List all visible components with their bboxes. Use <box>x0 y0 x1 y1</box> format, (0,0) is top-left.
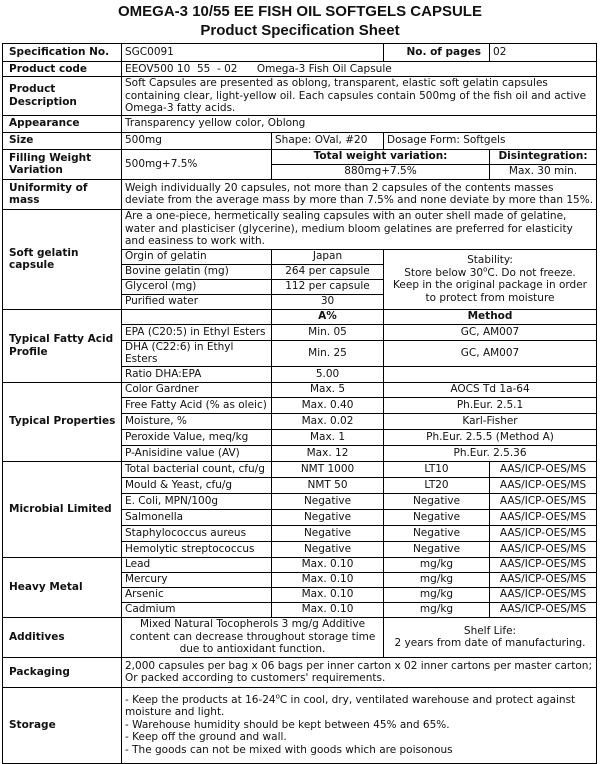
product-code-value: EEOV500 10 55 - 02 <box>125 62 238 75</box>
appearance-value: Transparency yellow color, Oblong <box>122 115 597 132</box>
property-name: P-Anisidine value (AV) <box>122 445 272 461</box>
spec-no-label: Specification No. <box>3 44 122 62</box>
document-title: OMEGA-3 10/55 EE FISH OIL SOFTGELS CAPSULE <box>118 3 482 20</box>
fatty-row-name: DHA (C22:6) in Ethyl Esters <box>122 340 272 366</box>
microbial-name: Total bacterial count, cfu/g <box>122 461 272 477</box>
shelf-life-label: Shelf Life: <box>463 624 517 637</box>
product-name: Omega-3 Fish Oil Capsule <box>256 62 392 75</box>
microbial-name: Staphylococcus aureus <box>122 525 272 541</box>
property-method: Ph.Eur. 2.5.36 <box>384 445 597 461</box>
property-name: Moisture, % <box>122 413 272 429</box>
microbial-limit: Negative <box>272 493 384 509</box>
storage-text <box>122 687 597 763</box>
storage-line: - Keep off the ground and wall. <box>125 731 287 744</box>
a-percent-header: A% <box>272 309 384 324</box>
microbial-result: Negative <box>384 509 490 525</box>
additives-label: Additives <box>3 617 122 657</box>
heavy-metal-label: Heavy Metal <box>3 557 122 617</box>
gelatin-label: Soft gelatin capsule <box>3 209 122 309</box>
uniformity-label: Uniformity of mass <box>3 179 122 209</box>
fatty-row-value: Min. 05 <box>272 324 384 340</box>
microbial-result: Negative <box>384 493 490 509</box>
microbial-method: AAS/ICP-OES/MS <box>490 525 597 541</box>
microbial-method: AAS/ICP-OES/MS <box>490 509 597 525</box>
microbial-method: AAS/ICP-OES/MS <box>490 461 597 477</box>
property-name: Free Fatty Acid (% as oleic) <box>122 397 272 413</box>
microbial-result: LT10 <box>384 461 490 477</box>
property-value: Max. 12 <box>272 445 384 461</box>
storage-line: - The goods can not be mixed with goods which are poisonous <box>125 743 453 756</box>
spec-no-value: SGC0091 <box>122 44 384 62</box>
fatty-row-name: Ratio DHA:EPA <box>122 366 272 382</box>
metal-unit: mg/kg <box>384 557 490 572</box>
fatty-row-value: 5.00 <box>272 366 384 382</box>
microbial-limit: Negative <box>272 509 384 525</box>
disintegration-label: Disintegration: <box>490 149 597 164</box>
property-value: Max. 1 <box>272 429 384 445</box>
metal-unit: mg/kg <box>384 572 490 587</box>
microbial-method: AAS/ICP-OES/MS <box>490 541 597 557</box>
microbial-result: Negative <box>384 541 490 557</box>
method-header: Method <box>384 309 597 324</box>
microbial-name: E. Coli, MPN/100g <box>122 493 272 509</box>
shelf-life-value: 2 years from date of manufacturing. <box>394 637 586 649</box>
filling-weight-label: Filling Weight Variation <box>3 149 122 179</box>
microbial-limit: Negative <box>272 541 384 557</box>
shape-value: Shape: OVal, #20 <box>272 132 384 149</box>
microbial-method: AAS/ICP-OES/MS <box>490 477 597 493</box>
microbial-label: Microbial Limited <box>3 461 122 557</box>
fatty-acid-label: Typical Fatty Acid Profile <box>3 309 122 382</box>
property-name: Color Gardner <box>122 382 272 397</box>
additives-text: Mixed Natural Tocopherols 3 mg/g Additive content can decrease throughout storage time due to antioxidant function. <box>122 617 384 657</box>
metal-method: AAS/ICP-OES/MS <box>490 602 597 617</box>
metal-name: Arsenic <box>122 587 272 602</box>
packaging-text <box>122 657 597 687</box>
size-label: Size <box>3 132 122 149</box>
metal-method: AAS/ICP-OES/MS <box>490 557 597 572</box>
packaging-line: 2,000 capsules per bag x 06 bags per inner carton x 02 inner cartons per master carton; <box>125 659 592 672</box>
metal-limit: Max. 0.10 <box>272 572 384 587</box>
pages-value: 02 <box>490 44 597 62</box>
description-text: Soft Capsules are presented as oblong, transparent, elastic soft gelatin capsules containing clear, light-yellow oil. Each capsules contain 500mg of the fish oil and active Omega-3 fatty acids. <box>122 77 597 116</box>
product-code-cell <box>122 62 597 77</box>
fatty-row-method: GC, AM007 <box>384 324 597 340</box>
stability-label: Stability: <box>467 254 513 266</box>
microbial-limit: NMT 50 <box>272 477 384 493</box>
metal-limit: Max. 0.10 <box>272 557 384 572</box>
metal-unit: mg/kg <box>384 602 490 617</box>
metal-name: Cadmium <box>122 602 272 617</box>
microbial-name: Salmonella <box>122 509 272 525</box>
microbial-result: LT20 <box>384 477 490 493</box>
microbial-name: Hemolytic streptococcus <box>122 541 272 557</box>
property-value: Max. 0.02 <box>272 413 384 429</box>
microbial-name: Mould & Yeast, cfu/g <box>122 477 272 493</box>
total-weight-value: 880mg+7.5% <box>272 164 490 179</box>
shelf-life-cell <box>384 617 597 657</box>
gelatin-row-name: Glycerol (mg) <box>122 279 272 294</box>
gelatin-row-name: Orgin of gelatin <box>122 249 272 264</box>
pages-label: No. of pages <box>384 44 490 62</box>
storage-line: - Warehouse humidity should be kept between 45% and 65%. <box>125 718 450 731</box>
metal-method: AAS/ICP-OES/MS <box>490 587 597 602</box>
microbial-limit: NMT 1000 <box>272 461 384 477</box>
appearance-label: Appearance <box>3 115 122 132</box>
document-subtitle: Product Specification Sheet <box>200 22 400 39</box>
property-value: Max. 0.40 <box>272 397 384 413</box>
total-weight-label: Total weight variation: <box>272 149 490 164</box>
stability-package: Keep in the original package in order to protect from moisture <box>393 279 587 304</box>
filling-weight-value: 500mg+7.5% <box>122 149 272 179</box>
gelatin-row-name: Bovine gelatin (mg) <box>122 264 272 279</box>
product-code-label: Product code <box>3 62 122 77</box>
metal-method: AAS/ICP-OES/MS <box>490 572 597 587</box>
property-method: Karl-Fisher <box>384 413 597 429</box>
gelatin-row-value: Japan <box>272 249 384 264</box>
gelatin-row-value: 264 per capsule <box>272 264 384 279</box>
microbial-method: AAS/ICP-OES/MS <box>490 493 597 509</box>
gelatin-row-value: 30 <box>272 294 384 309</box>
description-label: Product Description <box>3 77 122 116</box>
microbial-limit: Negative <box>272 525 384 541</box>
packaging-label: Packaging <box>3 657 122 687</box>
storage-line: - Keep the products at 16-24$^o$C in cool, dry, ventilated warehouse and protect against moisture and light. <box>125 692 576 719</box>
packaging-line: Or packed according to customers' requirements. <box>125 672 386 684</box>
fatty-row-method <box>384 366 597 382</box>
properties-label: Typical Properties <box>3 382 122 461</box>
storage-label: Storage <box>3 687 122 763</box>
metal-limit: Max. 0.10 <box>272 587 384 602</box>
metal-unit: mg/kg <box>384 587 490 602</box>
property-value: Max. 5 <box>272 382 384 397</box>
uniformity-text: Weigh individually 20 capsules, not more than 2 capsules of the contents masses deviate from the average mass by more than 7.5% and none deviate by more than 15%. <box>122 179 597 209</box>
microbial-result: Negative <box>384 525 490 541</box>
gelatin-intro: Are a one-piece, hermetically sealing capsules with an outer shell made of gelatine, water and plasticiser (glycerine), medium bloom gelatines are preferred for elasticity and easiness to work with. <box>122 209 597 249</box>
metal-limit: Max. 0.10 <box>272 602 384 617</box>
metal-name: Lead <box>122 557 272 572</box>
fatty-row-value: Min. 25 <box>272 340 384 366</box>
property-method: AOCS Td 1a-64 <box>384 382 597 397</box>
property-method: Ph.Eur. 2.5.5 (Method A) <box>384 429 597 445</box>
fatty-row-name: EPA (C20:5) in Ethyl Esters <box>122 324 272 340</box>
metal-name: Mercury <box>122 572 272 587</box>
property-method: Ph.Eur. 2.5.1 <box>384 397 597 413</box>
stability-cell <box>384 249 597 309</box>
stability-storage: Store below 30$^o$C. Do not freeze. <box>404 265 576 279</box>
property-name: Peroxide Value, meq/kg <box>122 429 272 445</box>
specification-table <box>2 43 597 764</box>
gelatin-row-value: 112 per capsule <box>272 279 384 294</box>
gelatin-row-name: Purified water <box>122 294 272 309</box>
size-value: 500mg <box>122 132 272 149</box>
disintegration-value: Max. 30 min. <box>490 164 597 179</box>
dosage-form-value: Dosage Form: Softgels <box>384 132 597 149</box>
fatty-row-method: GC, AM007 <box>384 340 597 366</box>
